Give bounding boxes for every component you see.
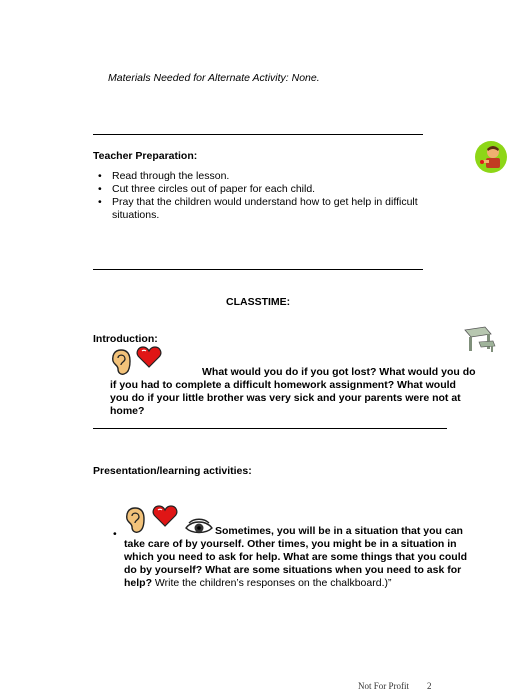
- presentation-body: [124, 538, 474, 590]
- divider-3: [93, 428, 447, 429]
- teacher-icon: [474, 140, 508, 174]
- heart-icon: [152, 505, 178, 527]
- heart-icon: [136, 346, 162, 368]
- list-item: • Read through the lesson.: [98, 170, 418, 183]
- materials-note: Materials Needed for Alternate Activity: None.: [108, 72, 320, 84]
- presentation-body-plain: Write the children’s responses on the chalkboard.)”: [152, 577, 392, 589]
- presentation-body-bold: take care of by yourself. Other times, you might be in a situation in which you need to ask for help. What are some things that you could do by yourself? What are some situations when you need to ask for help?: [124, 538, 468, 589]
- presentation-line-1: Sometimes, you will be in a situation that you can: [215, 525, 463, 537]
- intro-body: if you had to complete a difficult homework assignment? What would you do if your little brother was very sick and your parents were not at home?: [110, 379, 461, 417]
- introduction-heading: Introduction:: [93, 333, 158, 345]
- presentation-heading: Presentation/learning activities:: [93, 465, 252, 477]
- ear-icon: [110, 348, 132, 376]
- list-item: • Cut three circles out of paper for each child.: [98, 183, 418, 196]
- footer-text: Not For Profit: [358, 681, 410, 691]
- teacher-prep-list: [98, 170, 418, 222]
- teacher-prep-heading: Teacher Preparation:: [93, 150, 198, 162]
- page-number: 2: [427, 681, 432, 691]
- ear-icon: [124, 506, 146, 534]
- desk-icon: [461, 324, 497, 354]
- intro-line-1: What would you do if you got lost? What would you do: [202, 366, 476, 378]
- list-item: • Pray that the children would understand how to get help in difficult situations.: [98, 196, 418, 222]
- divider-2: [93, 269, 423, 270]
- classtime-heading: CLASSTIME:: [226, 296, 291, 308]
- eye-icon: [184, 518, 214, 536]
- divider-1: [93, 134, 423, 135]
- presentation-bullet: •: [113, 528, 117, 540]
